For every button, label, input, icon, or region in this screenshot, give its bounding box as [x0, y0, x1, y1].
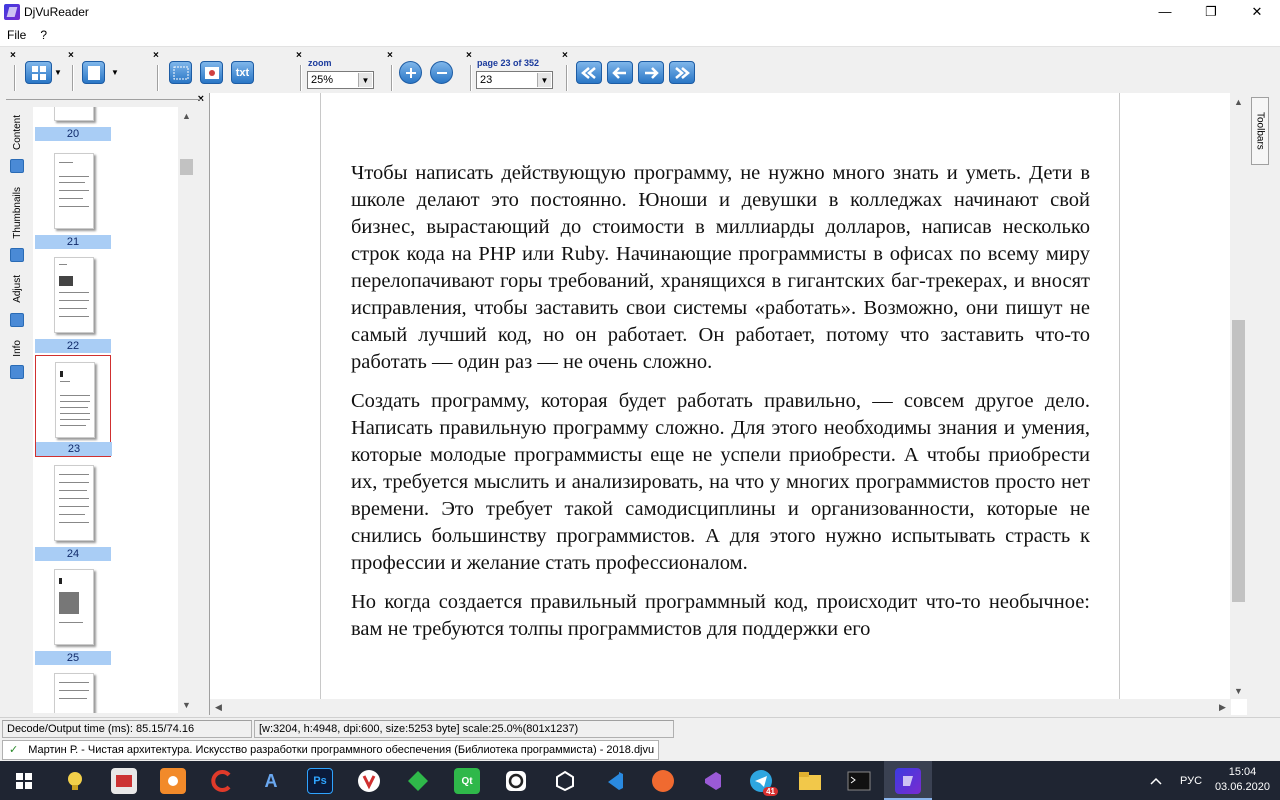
thumbnail-number: 23: [36, 442, 112, 456]
selection-rect-icon: [173, 66, 189, 80]
thumbnail-page[interactable]: [35, 667, 111, 713]
telegram-badge: 41: [763, 787, 778, 796]
android-studio-icon[interactable]: [405, 768, 431, 794]
paragraph: Но когда создается правильный программный код, происходит что-то необычное: вам не требуются толпы программистов для поддержки его: [351, 591, 1090, 640]
toolbar-grip[interactable]: [391, 65, 393, 91]
tab-info-label: Info: [11, 339, 23, 357]
image-icon: [204, 66, 220, 80]
toolbar-layout-group: [10, 51, 66, 89]
menu-bar: [0, 23, 1280, 47]
select-text-button[interactable]: txt: [231, 61, 254, 84]
zoom-select[interactable]: [307, 71, 374, 89]
content-icon[interactable]: [10, 159, 24, 173]
photo-app-icon[interactable]: [160, 768, 186, 794]
thumbnail-number: 20: [35, 127, 111, 141]
thumbnail-image: [55, 362, 95, 438]
toolbar-close-icon[interactable]: ×: [68, 50, 74, 61]
thumbnail-number: 22: [35, 339, 111, 353]
scrollbar-thumb[interactable]: [1232, 320, 1245, 602]
thumbnail-number: 24: [35, 547, 111, 561]
qt-creator-icon[interactable]: Qt: [454, 768, 480, 794]
info-icon[interactable]: [10, 365, 24, 379]
toolbar-view-group: [68, 51, 128, 89]
page-layout-icon: [31, 65, 47, 81]
paragraph: Создать программу, которая будет работать правильно, — совсем другое дело. Написать правильную программу сложно. Для этого необходимы знания и умения, которые молодые программисты еще не успели приобрести. А чтобы приобрести их, требуется мыслить и анализировать, на что у многих программистов просто нет времени. Это требует такой самодисциплины и организованности, которые не снились большинству программистов. А для этого нужно испытывать страсть к профессии и желание стать профессионалом.: [351, 390, 1090, 574]
toolbar-zoom-buttons: [387, 51, 459, 89]
vscode-icon[interactable]: [601, 768, 627, 794]
document-page[interactable]: [320, 93, 1120, 699]
thumbnail-page[interactable]: [35, 563, 111, 665]
minimize-button[interactable]: —: [1158, 4, 1172, 19]
file-tab[interactable]: [2, 740, 659, 760]
font-app-icon[interactable]: A: [264, 770, 278, 791]
telegram-icon[interactable]: [748, 768, 774, 794]
windows-taskbar: [0, 761, 1280, 800]
visual-studio-icon[interactable]: [699, 768, 725, 794]
rstudio-icon[interactable]: [503, 768, 529, 794]
scroll-up-icon[interactable]: ▲: [1234, 96, 1243, 107]
page-text: [351, 160, 1090, 655]
media-player-icon[interactable]: [111, 768, 137, 794]
thumbnail-page[interactable]: [35, 147, 111, 249]
status-bar: [0, 717, 1280, 739]
menu-help[interactable]: ?: [40, 27, 48, 42]
right-arrow-icon: [643, 66, 659, 80]
toolbar-close-icon[interactable]: ×: [153, 50, 159, 61]
thumbnail-number: 21: [35, 235, 111, 249]
side-panel: [0, 93, 208, 715]
toolbar-select-group: [153, 51, 263, 89]
djvureader-app-icon: [4, 4, 20, 20]
thumbnail-image: [54, 153, 94, 229]
thumbnail-image: [54, 257, 94, 333]
select-image-button[interactable]: [200, 61, 223, 84]
toolbar-close-icon[interactable]: ×: [466, 50, 472, 61]
chevron-down-icon[interactable]: ▼: [358, 73, 372, 87]
thumbnail-number: 25: [35, 651, 111, 665]
tab-thumbnails-label: Thumbnails: [11, 187, 23, 239]
maximize-button[interactable]: ❐: [1205, 3, 1217, 19]
toolbar-page-group: [466, 51, 558, 89]
toolbar-close-icon[interactable]: ×: [10, 50, 16, 61]
wrench-icon[interactable]: [10, 313, 24, 327]
decode-time: Decode/Output time (ms): 85.15/74.16: [2, 720, 252, 738]
zoom-in-icon: [404, 66, 418, 80]
postman-icon[interactable]: [650, 768, 676, 794]
page-select[interactable]: [476, 71, 553, 89]
tab-info[interactable]: [8, 333, 26, 363]
clock[interactable]: [1215, 765, 1270, 795]
terminal-icon[interactable]: [846, 768, 872, 794]
toolbar-grip[interactable]: [566, 65, 568, 91]
chevron-down-icon[interactable]: ▼: [111, 68, 119, 77]
tray-chevron-up-icon[interactable]: [1150, 761, 1162, 800]
scroll-up-icon[interactable]: ▲: [182, 110, 191, 121]
thumbnail-list[interactable]: [33, 107, 178, 713]
file-explorer-icon[interactable]: [797, 768, 823, 794]
thumbnail-page-selected[interactable]: [35, 355, 111, 457]
chevron-down-icon[interactable]: ▼: [54, 68, 62, 77]
horizontal-scrollbar[interactable]: [210, 699, 1231, 715]
page-layout-button[interactable]: [25, 61, 52, 84]
lightbulb-icon[interactable]: [62, 768, 88, 794]
close-button[interactable]: ✕: [1251, 3, 1263, 19]
right-panel: [1248, 93, 1280, 715]
toolbars-tab[interactable]: [1251, 97, 1269, 165]
document-viewer[interactable]: [209, 93, 1247, 715]
tab-adjust-label: Adjust: [11, 275, 23, 303]
double-right-arrow-icon: [674, 66, 690, 80]
prev-page-button[interactable]: [607, 61, 633, 84]
title-bar: [0, 0, 1280, 23]
toolbar-grip[interactable]: [470, 65, 472, 91]
toolbar-grip[interactable]: [157, 65, 159, 91]
next-page-button[interactable]: [638, 61, 664, 84]
photoshop-icon[interactable]: Ps: [307, 768, 333, 794]
file-tab-bar: [0, 739, 1280, 761]
vertical-scrollbar[interactable]: [1230, 93, 1247, 699]
close-panel-icon[interactable]: ×: [197, 93, 204, 105]
check-icon: ✓: [9, 744, 19, 756]
toolbar-grip[interactable]: [300, 65, 302, 91]
window-title: DjVuReader: [24, 4, 89, 19]
zoom-out-icon: [435, 66, 449, 80]
system-tray: [1140, 761, 1280, 800]
file-name: Мартин Р. - Чистая архитектура. Искусство разработки программного обеспечения (Библиотека программиста) - 2018.djvu: [28, 744, 655, 756]
scrollbar-thumb[interactable]: [180, 159, 193, 175]
toolbar-grip[interactable]: [14, 65, 16, 91]
tab-adjust[interactable]: [8, 269, 26, 309]
thumbnail-image: [54, 107, 94, 121]
last-page-button[interactable]: [669, 61, 695, 84]
panel-divider: [6, 99, 202, 100]
page-value: 23: [480, 74, 493, 86]
toolbar-grip[interactable]: [72, 65, 74, 91]
djvureader-task-icon[interactable]: [895, 768, 921, 794]
clock-date: 03.06.2020: [1214, 781, 1270, 793]
thumbnail-image: [54, 569, 94, 645]
toolbar-nav-group: [562, 51, 702, 89]
paragraph: Чтобы написать действующую программу, не нужно много знать и уметь. Дети в школе делают это постоянно. Юноши и девушки в колледжах начинают свой бизнес, вырастающий до стоимости в миллиарды долларов, написав несколько строк кода на PHP или Ruby. Начинающие программисты в офисах по всему миру перелопачивают горы требований, хранящихся в гигантских баг-трекерах, и вносят исправления, чтобы заставить свои системы «работать». Возможно, они пишут не самый лучший код, но он работает. Он работает, потому что заставить что-то работать — один раз — не очень сложно.: [351, 162, 1090, 373]
zoom-label: zoom: [308, 58, 332, 68]
thumbnail-page[interactable]: [35, 459, 111, 561]
page-icon: [87, 65, 101, 81]
toolbar-close-icon[interactable]: ×: [387, 50, 393, 61]
chevron-down-icon[interactable]: ▼: [537, 73, 551, 87]
clock-time: 15:04: [1228, 766, 1257, 778]
zoom-in-button[interactable]: [399, 61, 422, 84]
menu-file[interactable]: File: [7, 27, 27, 42]
tab-content[interactable]: [8, 111, 26, 155]
windows-logo-icon: [16, 773, 32, 789]
single-page-button[interactable]: [82, 61, 105, 84]
zoom-value: 25%: [311, 74, 334, 86]
toolbar-close-icon[interactable]: ×: [296, 50, 302, 61]
thumbnail-page[interactable]: [35, 107, 111, 141]
toolbars-tab-label: Toolbars: [1254, 112, 1266, 150]
ccleaner-icon[interactable]: [209, 768, 235, 794]
scroll-left-icon[interactable]: ◀: [215, 702, 222, 712]
scroll-right-icon[interactable]: ▶: [1219, 702, 1226, 712]
scroll-down-icon[interactable]: ▼: [1234, 685, 1243, 696]
tab-thumbnails[interactable]: [8, 179, 26, 247]
toolbar: [0, 47, 1280, 93]
toolbar-zoom-group: [296, 51, 378, 89]
thumbnail-image: [54, 673, 94, 713]
thumbnail-page[interactable]: [35, 251, 111, 353]
toolbar-close-icon[interactable]: ×: [562, 50, 568, 61]
thumbnails-icon[interactable]: [10, 248, 24, 262]
page-count-label: page 23 of 352: [477, 58, 540, 68]
zoom-out-button[interactable]: [430, 61, 453, 84]
vivaldi-icon[interactable]: [356, 768, 382, 794]
thumbnail-image: [54, 465, 94, 541]
double-left-arrow-icon: [581, 66, 597, 80]
start-button[interactable]: [0, 761, 48, 800]
scroll-down-icon[interactable]: ▼: [182, 699, 191, 710]
thumbnail-scrollbar[interactable]: [178, 107, 195, 713]
left-arrow-icon: [612, 66, 628, 80]
tab-content-label: Content: [11, 115, 23, 151]
select-area-button[interactable]: [169, 61, 192, 84]
first-page-button[interactable]: [576, 61, 602, 84]
language-indicator[interactable]: РУС: [1180, 774, 1203, 787]
page-info: [w:3204, h:4948, dpi:600, size:5253 byte] scale:25.0%(801x1237): [254, 720, 674, 738]
unity-icon[interactable]: [552, 768, 578, 794]
